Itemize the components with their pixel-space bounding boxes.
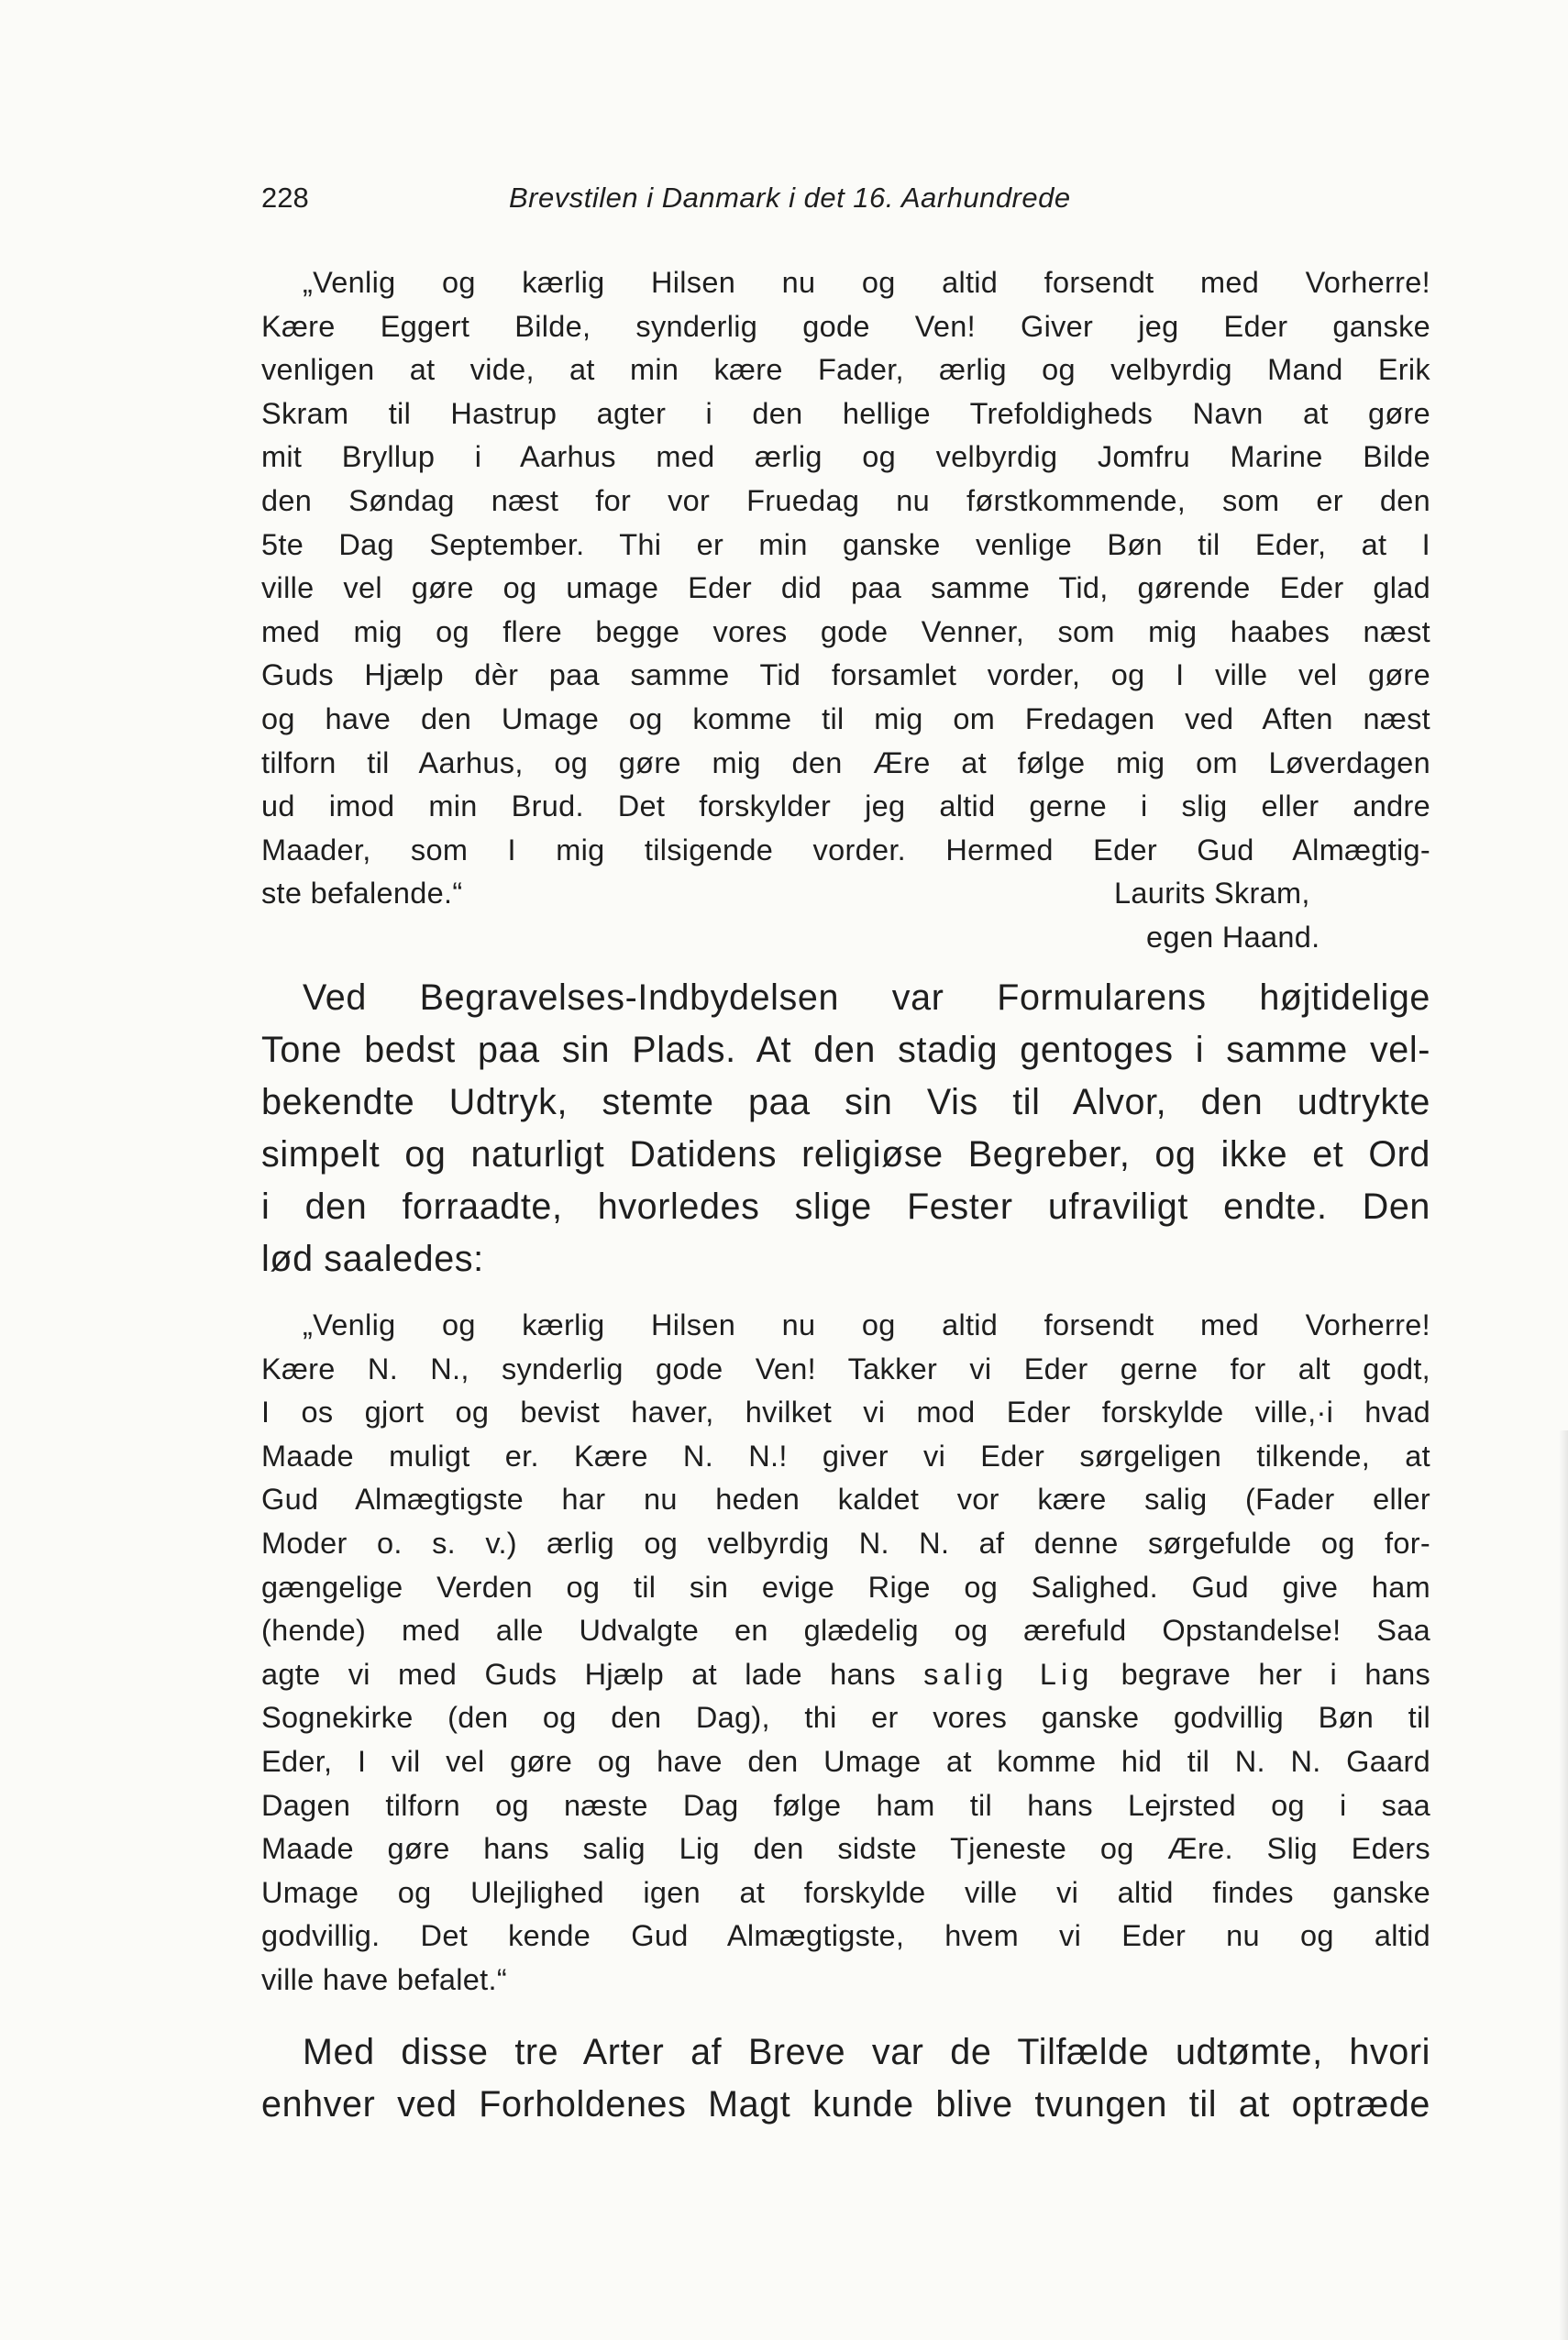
- paragraph-line: simpelt og naturligt Datidens religiøse Begreber, og ikke et Ord: [261, 1134, 1430, 1175]
- letter-line: ville vel gøre og umage Eder did paa samme Tid, gørende Eder glad: [261, 571, 1430, 605]
- page-number: 228: [261, 182, 309, 214]
- signature-name: Laurits Skram,: [1114, 877, 1310, 911]
- letter-line: den Søndag næst for vor Fruedag nu førstkommende, som er den: [261, 483, 1430, 517]
- letter-line: venligen at vide, at min kære Fader, ærlig og velbyrdig Mand Erik: [261, 353, 1430, 387]
- letter-line: Sognekirke (den og den Dag), thi er vores ganske godvillig Bøn til: [261, 1701, 1430, 1735]
- spaced-emphasis: salig Lig: [923, 1657, 1094, 1691]
- letter-line: Guds Hjælp dèr paa samme Tid forsamlet vorder, og I ville vel gøre: [261, 658, 1430, 692]
- letter-line: Eder, I vil vel gøre og have den Umage at komme hid til N. N. Gaard: [261, 1744, 1430, 1778]
- body-paragraph: [261, 972, 1430, 1286]
- letter-line: Maade gøre hans salig Lig den sidste Tjeneste og Ære. Slig Eders: [261, 1832, 1430, 1866]
- running-title: Brevstilen i Danmark i det 16. Aarhundrede: [509, 182, 1071, 214]
- letter-line: Dagen tilforn og næste Dag følge ham til hans Lejrsted og i saa: [261, 1788, 1430, 1822]
- signature-note: egen Haand.: [1146, 920, 1320, 954]
- letter-line: Gud Almægtigste har nu heden kaldet vor kære salig (Fader eller: [261, 1483, 1430, 1517]
- letter-line: I os gjort og bevist haver, hvilket vi mod Eder forskylde ville,·i hvad: [261, 1396, 1430, 1429]
- paragraph-line: i den forraadte, hvorledes slige Fester ufraviligt endte. Den: [261, 1187, 1430, 1227]
- letter-line: Moder o. s. v.) ærlig og velbyrdig N. N. af denne sørgefulde og for-: [261, 1526, 1430, 1560]
- letter-line: gængelige Verden og til sin evige Rige og Salighed. Gud give ham: [261, 1570, 1430, 1604]
- paragraph-line: Tone bedst paa sin Plads. At den stadig gentoges i samme vel-: [261, 1030, 1430, 1070]
- letter-line: 5te Dag September. Thi er min ganske venlige Bøn til Eder, at I: [261, 527, 1430, 561]
- letter-line: „Venlig og kærlig Hilsen nu og altid forsendt med Vorherre!: [303, 266, 1430, 299]
- letter-line: tilforn til Aarhus, og gøre mig den Ære at følge mig om Løverdagen: [261, 745, 1430, 779]
- wedding-letter: [261, 261, 1430, 960]
- letter-line: ud imod min Brud. Det forskylder jeg altid gerne i slig eller andre: [261, 789, 1430, 823]
- spaced-line-before: agte vi med Guds Hjælp at lade hans: [261, 1657, 896, 1691]
- letter-closing: ville have befalet.“: [261, 1962, 507, 1996]
- letter-closing: ste befalende.“: [261, 877, 463, 911]
- paragraph-line: Ved Begravelses-Indbydelsen var Formularens højtidelige: [303, 977, 1430, 1018]
- letter-line: Maader, som I mig tilsigende vorder. Hermed Eder Gud Almægtig-: [261, 833, 1430, 866]
- paragraph-line: enhver ved Forholdenes Magt kunde blive tvungen til at optræde: [261, 2084, 1430, 2125]
- letter-line: mit Bryllup i Aarhus med ærlig og velbyrdig Jomfru Marine Bilde: [261, 440, 1430, 474]
- letter-line: „Venlig og kærlig Hilsen nu og altid forsendt med Vorherre!: [303, 1308, 1430, 1341]
- letter-closing-line: [261, 872, 1430, 916]
- letter-line: Skram til Hastrup agter i den hellige Trefoldigheds Navn at gøre: [261, 396, 1430, 430]
- funeral-letter: [261, 1304, 1430, 2003]
- letter-line: Kære N. N., synderlig gode Ven! Takker vi Eder gerne for alt godt,: [261, 1352, 1430, 1385]
- letter-line: Maade muligt er. Kære N. N.! giver vi Eder sørgeligen tilkende, at: [261, 1439, 1430, 1473]
- paragraph-line: bekendte Udtryk, stemte paa sin Vis til Alvor, den udtrykte: [261, 1082, 1430, 1122]
- letter-line: (hende) med alle Udvalgte en glædelig og ærefuld Opstandelse! Saa: [261, 1614, 1430, 1648]
- letter-line-spaced: [261, 1653, 1430, 1697]
- paragraph-line: Med disse tre Arter af Breve var de Tilfælde udtømte, hvori: [303, 2032, 1430, 2072]
- spaced-line-after: begrave her i hans: [1121, 1657, 1430, 1691]
- letter-line: Umage og Ulejlighed igen at forskylde ville vi altid findes ganske: [261, 1875, 1430, 1909]
- paragraph-line: lød saaledes:: [261, 1239, 484, 1279]
- page-edge-shadow: [1559, 1430, 1568, 2340]
- letter-line: Kære Eggert Bilde, synderlig gode Ven! Giver jeg Eder ganske: [261, 309, 1430, 343]
- letter-line: og have den Umage og komme til mig om Fredagen ved Aften næst: [261, 701, 1430, 735]
- page-header: [261, 180, 1178, 216]
- body-paragraph: [261, 2026, 1430, 2131]
- letter-line: godvillig. Det kende Gud Almægtigste, hvem vi Eder nu og altid: [261, 1919, 1430, 1953]
- letter-line: med mig og flere begge vores gode Venner, som mig haabes næst: [261, 614, 1430, 648]
